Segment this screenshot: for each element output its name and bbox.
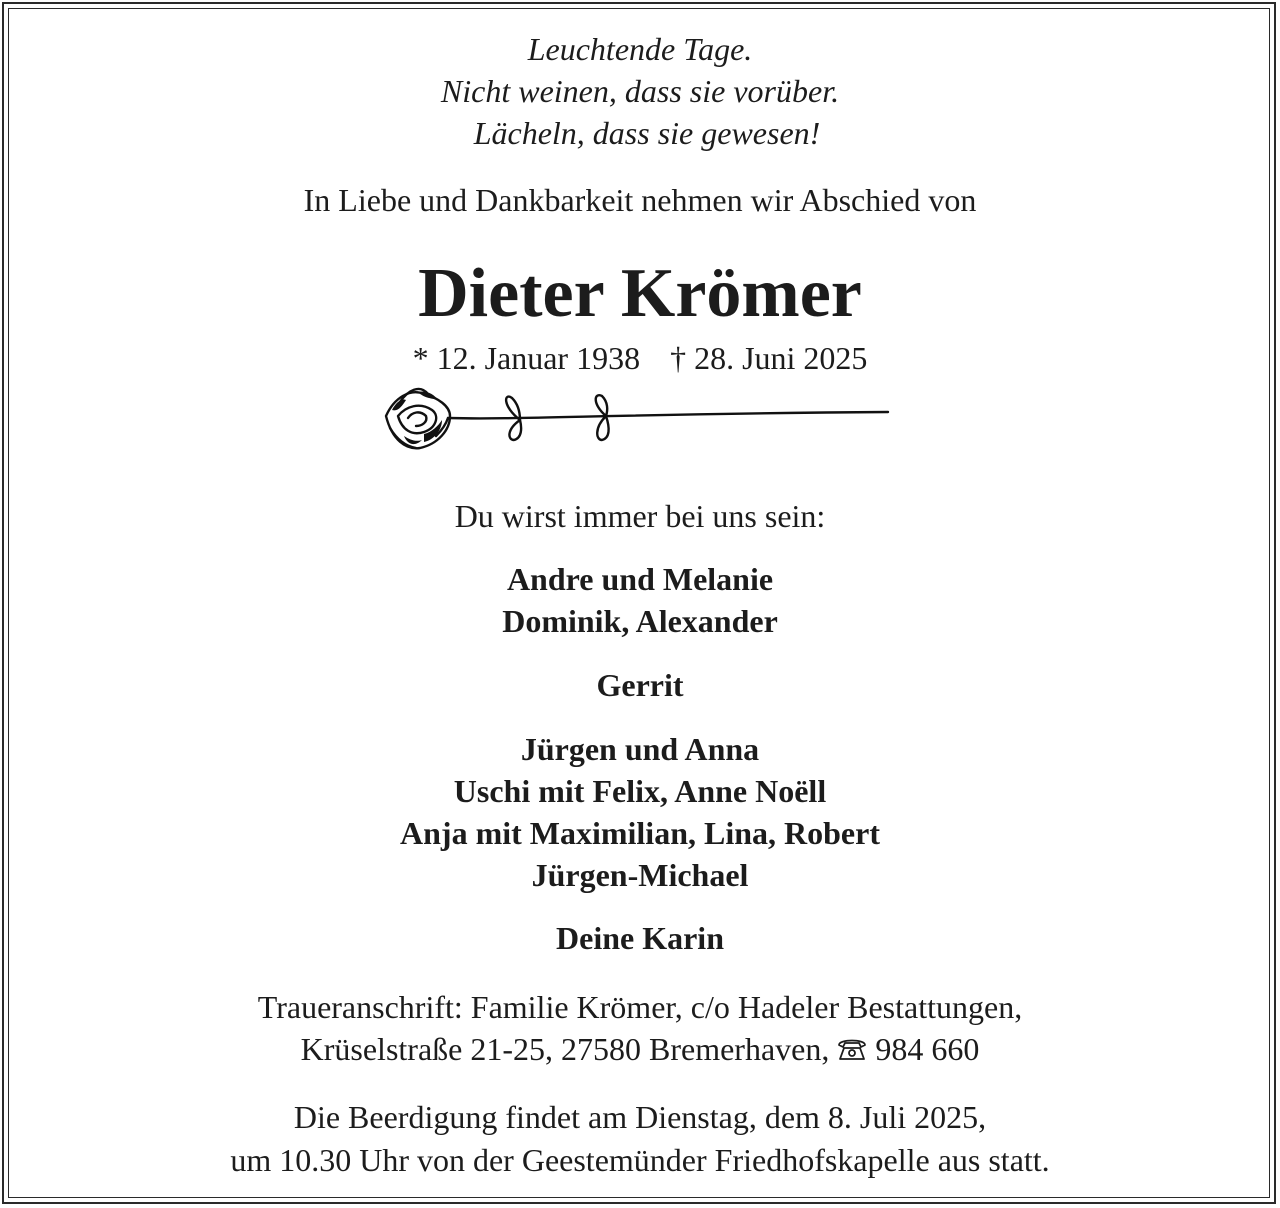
- funeral-line-2: um 10.30 Uhr von der Geestemünder Friedhofskapelle aus statt.: [230, 1142, 1050, 1178]
- life-dates: [0, 338, 1280, 378]
- deceased-name: Dieter Krömer: [418, 255, 862, 332]
- rose-icon: [380, 376, 892, 456]
- phone-number: 984 660: [875, 1031, 980, 1067]
- address-line-1: Traueranschrift: Familie Krömer, c/o Hadeler Bestattungen,: [257, 989, 1023, 1025]
- mourner-line: Gerrit: [596, 667, 684, 703]
- mourner-line: Uschi mit Felix, Anne Noëll: [453, 773, 827, 809]
- poem-line-2: Nicht weinen, dass sie vorüber.: [440, 73, 840, 109]
- mourner-line: Deine Karin: [556, 920, 724, 956]
- funeral-line-1: Die Beerdigung findet am Dienstag, dem 8. Juli 2025,: [293, 1099, 987, 1135]
- telephone-icon: [837, 1030, 867, 1072]
- intro-text: In Liebe und Dankbarkeit nehmen wir Abschied von: [303, 182, 977, 218]
- mourner-line: Anja mit Maximilian, Lina, Robert: [400, 815, 880, 851]
- birth-date: * 12. Januar 1938: [412, 340, 641, 376]
- address-line-2: [0, 1028, 1280, 1072]
- poem-line-3: Lächeln, dass sie gewesen!: [473, 115, 821, 151]
- mourner-line: Dominik, Alexander: [502, 603, 778, 639]
- address-street: Krüselstraße 21-25, 27580 Bremerhaven,: [300, 1031, 830, 1067]
- poem-line-1: Leuchtende Tage.: [527, 31, 753, 67]
- death-date: † 28. Juni 2025: [670, 340, 868, 376]
- farewell-text: Du wirst immer bei uns sein:: [454, 498, 826, 534]
- mourner-line: Jürgen-Michael: [531, 857, 749, 893]
- mourner-line: Jürgen und Anna: [520, 731, 760, 767]
- mourner-line: Andre und Melanie: [506, 561, 774, 597]
